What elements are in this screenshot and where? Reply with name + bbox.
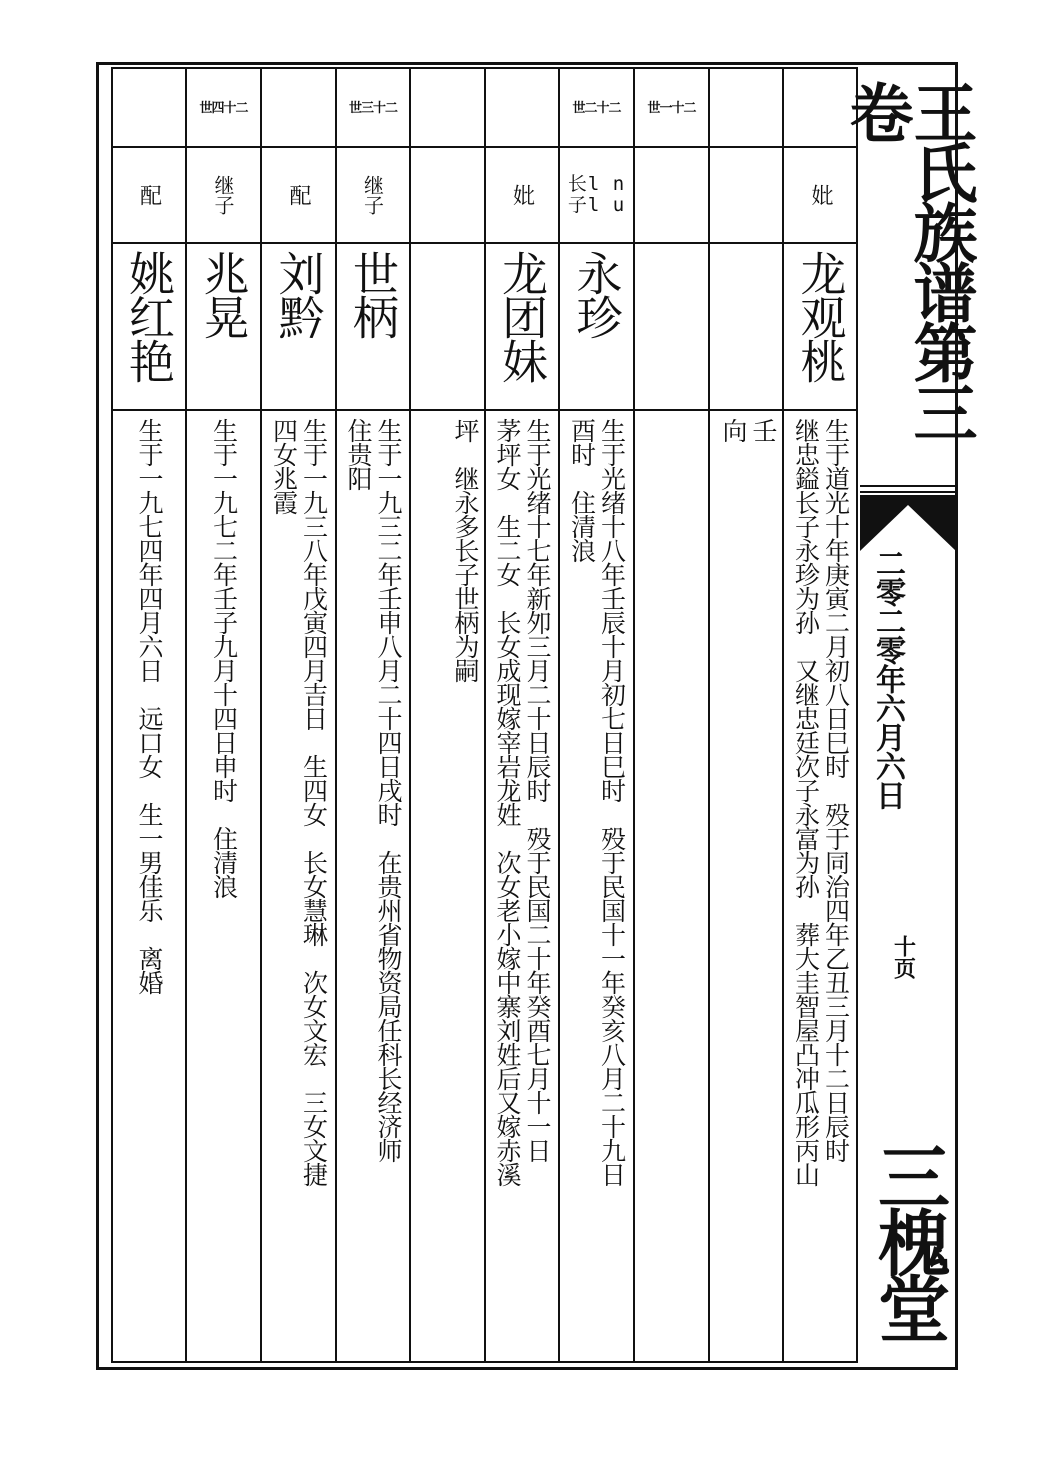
bio-cell [710,418,782,1358]
bio-text: 生于一九三八年戊寅四月吉日 生四女 长女慧琳 次女文宏 三女文捷 四女兆霞 [269,418,329,1186]
person-name: 龙团妹 [495,250,549,382]
hall-name [866,1140,951,1370]
bio-text: 壬 向 [719,418,778,442]
bio-cell [784,418,857,1358]
bio-cell [337,418,409,1358]
person-name: 兆晃 [196,250,251,338]
bio-cell [560,418,633,1358]
bio-text: 生于一九三二年壬申八月二十四日戌时 在贵州省物资局任科长经济师 住贵阳 [344,418,403,1162]
title-rule [860,491,956,493]
publication-date-text: 二零二零年六月六日 [870,548,905,809]
bio-cell [262,418,335,1358]
role-cell [262,150,335,240]
role-cell [113,150,185,240]
bio-cell [411,418,484,1358]
bio-text: 生于光绪十七年新夘三月二十日辰时 殁于民国二十年癸酉七月十一日 茅坪女 生二女 长女成现嫁宰岩龙姓 次女老小嫁中寨刘姓后又嫁赤溪 [493,418,552,1186]
role-label: 妣 [509,184,535,206]
document-title-text: 王氏族谱第三卷 [838,80,978,440]
generation-label: 世三十二 [348,100,397,116]
person-name: 世柄 [346,250,400,338]
row-divider [111,146,858,148]
column-divider [633,67,635,1363]
role-cell [486,150,558,240]
page-number-text: 十页 [890,935,917,979]
role-label: 妣 [808,184,833,206]
role-label: 继子 [211,175,235,215]
role-cell [337,150,409,240]
person-name: 龙观桃 [793,250,848,382]
document-title [838,80,978,490]
role-cell [560,165,633,225]
bio-text: 生于光绪十八年壬辰十月初七日巳时 殁于民国十一年癸亥八月二十九日 酉时 住清浪 [567,418,627,1186]
generation-label: 世一十二 [647,100,696,116]
bio-text: 生于一九七四年四月六日 远口女 生一男佳乐 离婚 [135,418,164,994]
role-label: 长l n 子l u [567,173,626,216]
bio-cell [486,418,558,1358]
publication-date [868,548,906,868]
role-label: 配 [136,184,162,206]
hall-name-text: 三槐堂 [866,1140,951,1338]
role-label: 配 [286,184,311,206]
name-cell [337,250,409,405]
name-cell [262,250,335,405]
generation-label: 世二十二 [572,100,621,116]
name-cell [113,250,185,405]
title-rule [860,485,956,487]
generation-label: 世四十二 [199,100,248,116]
row-divider [111,409,858,411]
person-name: 姚红艳 [122,250,176,382]
bio-cell [113,418,185,1358]
row-divider [111,242,858,244]
name-cell [560,250,633,405]
role-label: 继子 [360,175,385,215]
person-name: 永珍 [569,250,624,338]
fishtail-ornament [860,495,956,551]
bio-text: 坪 继永多长子世柄为嗣 [451,418,480,682]
name-cell [486,250,558,405]
page-number [888,935,920,995]
person-name: 刘黔 [271,250,326,338]
bio-cell [187,418,260,1358]
role-cell [187,150,260,240]
bio-text: 生于一九七二年壬子九月十四日申时 住清浪 [209,418,239,898]
name-cell [187,250,260,405]
bio-text: 生于道光十年庚寅二月初八日巳时 殁于同治四年乙丑三月十二日辰时 继忠鎰长子永珍为孙 又继忠廷次子永富为孙 葬大圭智屋凸冲瓜形丙山 [791,418,851,1186]
